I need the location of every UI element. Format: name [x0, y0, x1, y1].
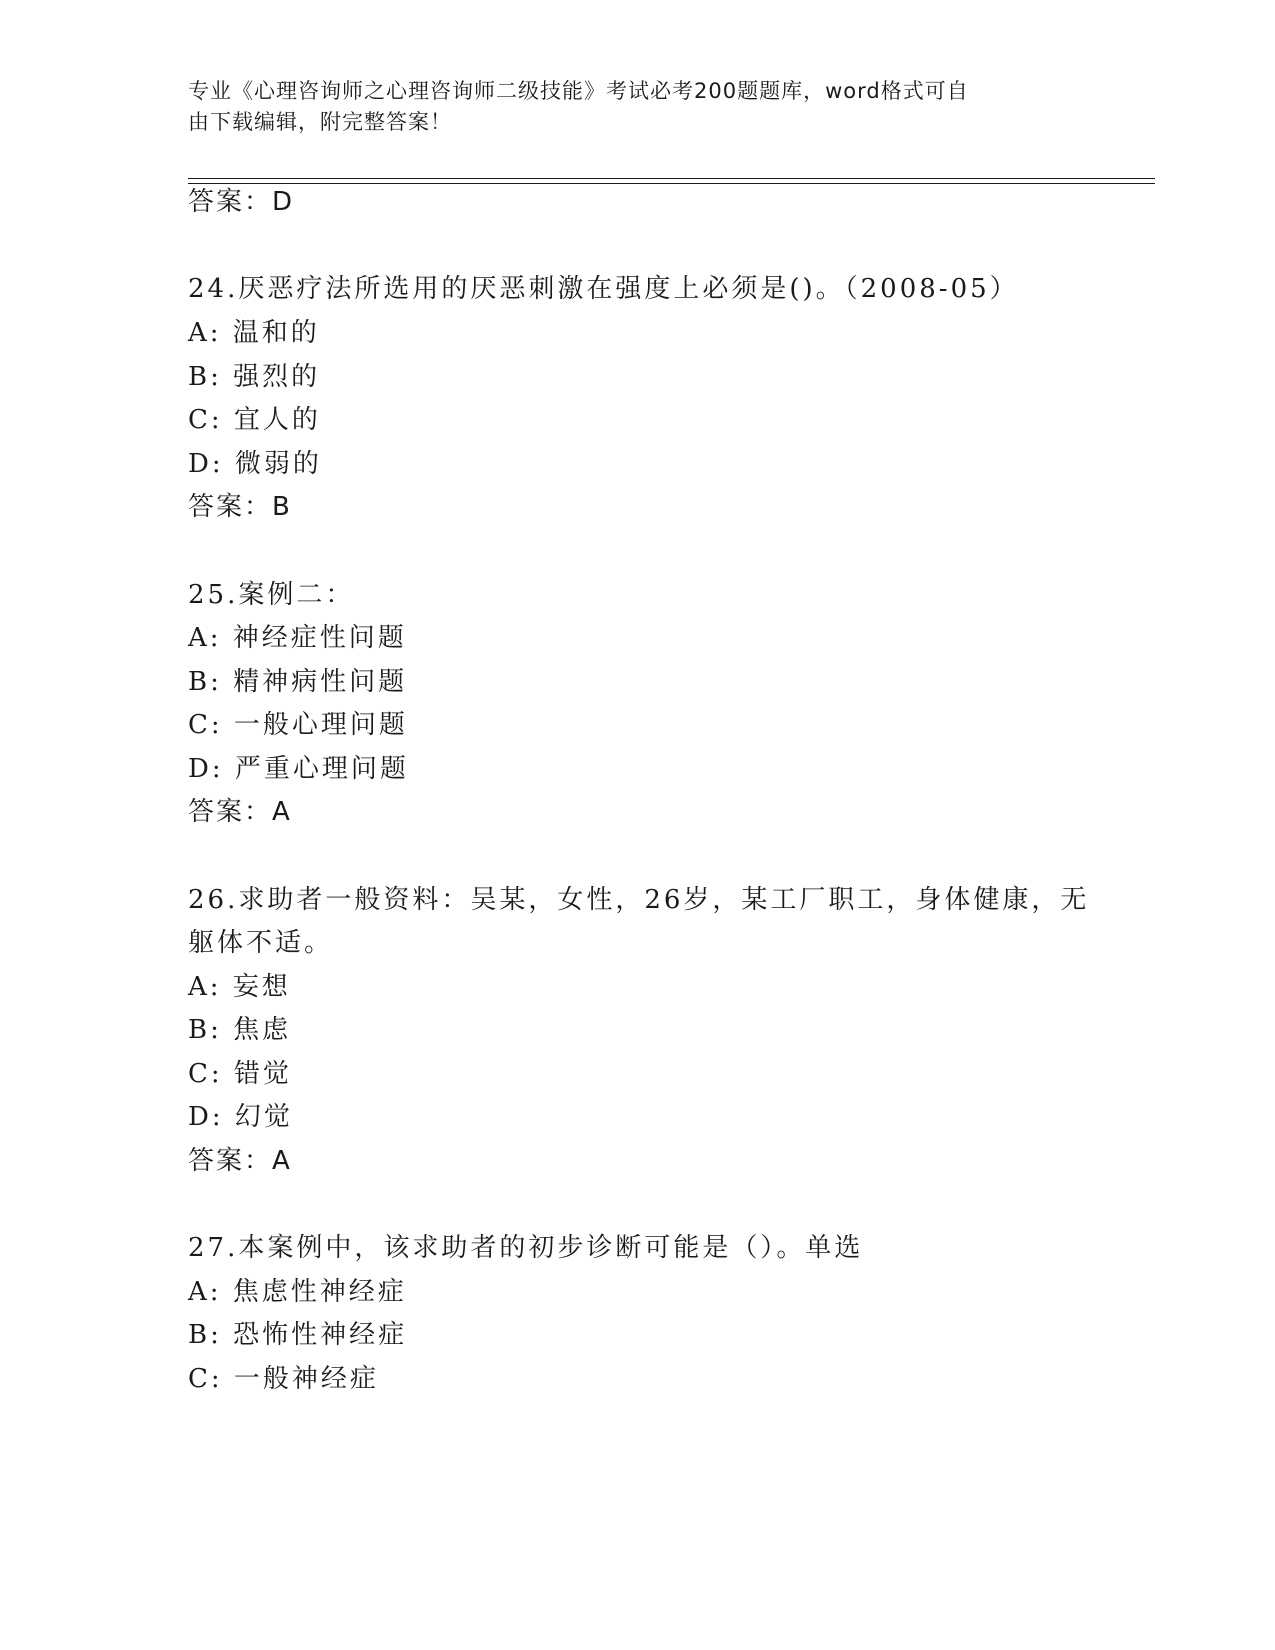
option-24-c: C: 宜人的: [188, 405, 321, 435]
option-26-a: A: 妄想: [188, 972, 291, 1002]
header-divider-bottom: [188, 183, 1155, 184]
question-27: 27.本案例中，该求助者的初步诊断可能是（）。单选: [188, 1233, 864, 1263]
header-line-2: 由下载编辑，附完整答案！: [188, 110, 452, 134]
header-line-1: 专业《心理咨询师之心理咨询师二级技能》考试必考200题题库，word格式可自: [188, 79, 969, 103]
option-27-a: A: 焦虑性神经症: [188, 1277, 407, 1307]
answer-25: 答案：A: [188, 797, 292, 827]
option-26-b: B: 焦虑: [188, 1015, 292, 1045]
question-26-line-1: 26.求助者一般资料：吴某，女性，26岁，某工厂职工，身体健康，无: [188, 885, 1090, 915]
question-26-line-2: 躯体不适。: [188, 928, 334, 958]
answer-23: 答案：D: [188, 187, 295, 217]
header-divider-top: [188, 178, 1155, 179]
option-27-c: C: 一般神经症: [188, 1364, 379, 1394]
question-25: 25.案例二：: [188, 580, 355, 610]
option-26-d: D: 幻觉: [188, 1102, 293, 1132]
option-27-b: B: 恐怖性神经症: [188, 1320, 408, 1350]
option-24-b: B: 强烈的: [188, 362, 321, 392]
option-24-a: A: 温和的: [188, 318, 320, 348]
document-header: [188, 76, 1088, 138]
option-25-a: A: 神经症性问题: [188, 623, 407, 653]
option-25-c: C: 一般心理问题: [188, 710, 408, 740]
option-24-d: D: 微弱的: [188, 449, 322, 479]
option-26-c: C: 错觉: [188, 1059, 292, 1089]
answer-24: 答案：B: [188, 492, 292, 522]
question-24: 24.厌恶疗法所选用的厌恶刺激在强度上必须是()。（2008-05）: [188, 274, 1019, 304]
option-25-b: B: 精神病性问题: [188, 667, 408, 697]
option-25-d: D: 严重心理问题: [188, 754, 409, 784]
answer-26: 答案：A: [188, 1146, 292, 1176]
